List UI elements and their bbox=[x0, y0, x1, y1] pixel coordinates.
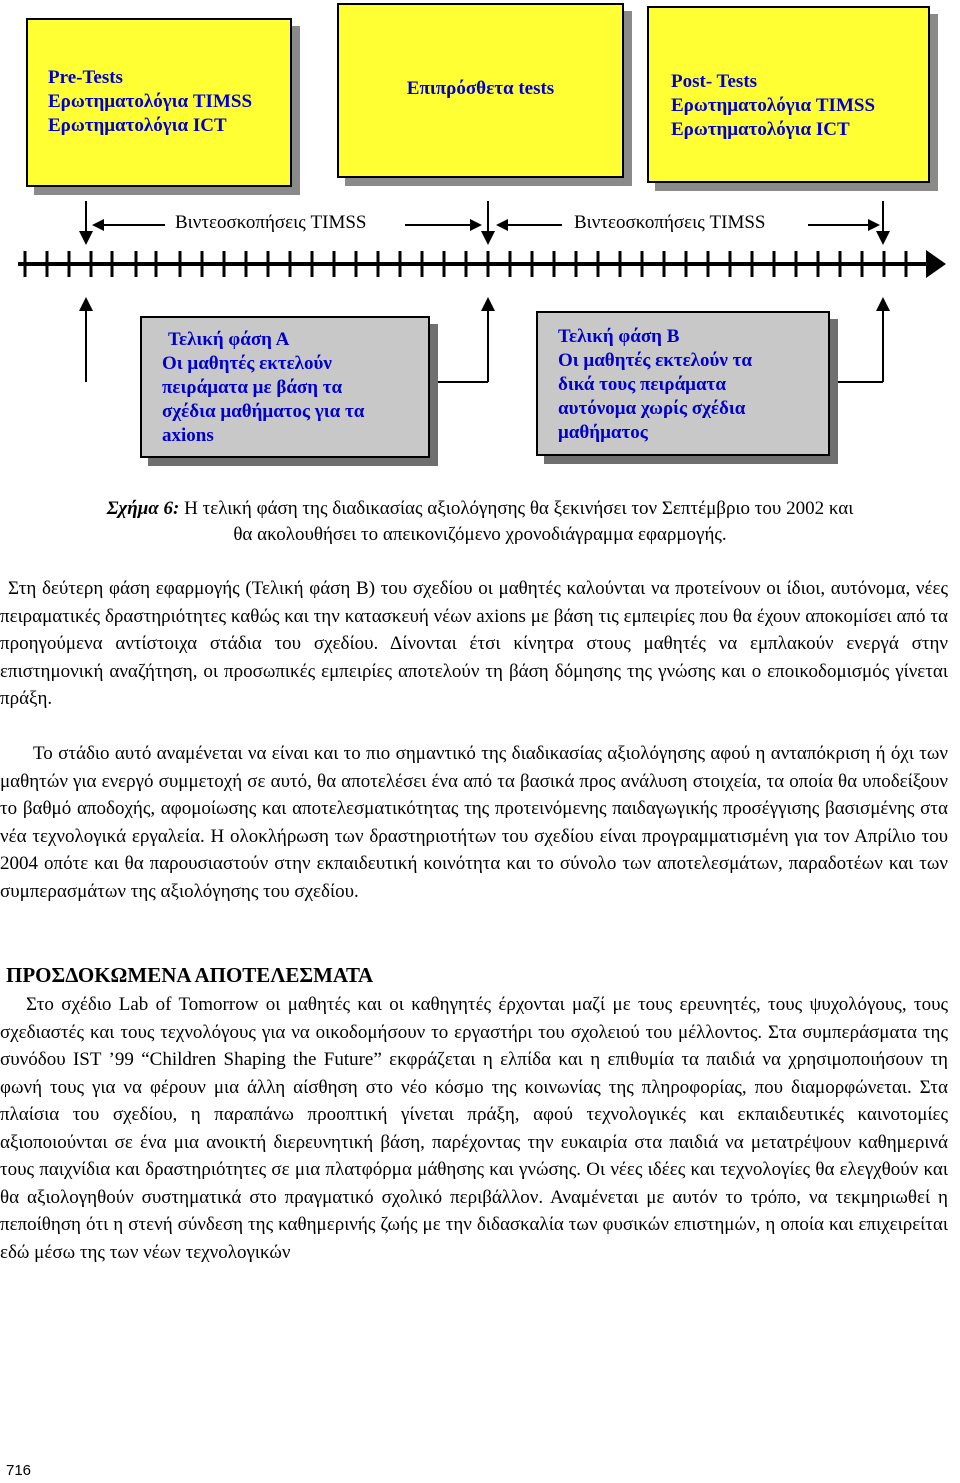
phase-a-box bbox=[140, 316, 430, 458]
phase-b-title: Τελική φάση Β bbox=[558, 326, 680, 347]
timeline-arrowhead bbox=[926, 250, 946, 278]
post-tests-box bbox=[647, 6, 930, 183]
caption-label: Σχήμα 6: bbox=[106, 498, 180, 519]
timeline-svg bbox=[0, 195, 960, 325]
paragraph-3: Στο σχέδιο Lab of Tomorrow οι μαθητές και οι καθηγητές έρχονται μαζί με τους ερευνητές, τους ψυχολόγους, τους σχεδιαστές και τους τεχνολόγους για να οικοδομήσουν το εργαστήρι του σχολειού του μέλλοντος. Στα συμπεράσματα της συνόδου IST ’99 “Children Shaping the Future” εκφράζεται η ελπίδα και η επιθυμία τα παιδιά να χρησιμοποιήσουν τη φωνή τους για να φέρουν μια άλλη αίσθηση στο νέο κόσμο της κοινωνίας της πληροφορίας, που διαμορφώνεται. Στα πλαίσια του σχεδίου, η παραπάνω προοπτική γίνεται πράξη, αφού τεχνολογικές και εκπαιδευτικές καινοτομίες αξιοποιούνται σε ένα μια ανοικτή διερευνητική βάση, παρέχοντας την ευκαιρία στα παιδιά να μετατρέψουν καθημερινά τους παιχνίδια και δραστηριότητες σε μια πλατφόρμα μάθησης και γνώσης. Οι νέες ιδέες και τεχνολογίες θα ελεγχθούν και θα αξιολογηθούν συστηματικά στο πραγματικό σχολικό περιβάλλον. Αναμένεται με αυτόν το τρόπο, να τεκμηριωθεί η πεποίθηση ότι η στενή σύνδεση της καθημερινής ζωής με την διδασκαλία των φυσικών επιστημών, η οποία και επιχειρείται εδώ μέσω της των νέων τεχνολογικών bbox=[0, 994, 948, 1263]
phase-a-title: Τελική φάση Α bbox=[168, 329, 290, 350]
caption-text-1: Η τελική φάση της διαδικασίας αξιολόγησης θα ξεκινήσει τον Σεπτέμβριο του 2002 και bbox=[179, 498, 854, 519]
down-arrow-left bbox=[79, 201, 93, 245]
phase-b-box bbox=[536, 311, 830, 456]
post-tests-ict: Ερωτηματολόγια ICT bbox=[671, 119, 850, 140]
phase-a-line1: Οι μαθητές εκτελούν bbox=[162, 353, 332, 374]
page-number: 716 bbox=[6, 1462, 32, 1479]
phase-a-line4: axions bbox=[162, 425, 214, 446]
phase-a-line2: πειράματα με βάση τα bbox=[162, 377, 343, 398]
caption-line-1 bbox=[0, 496, 960, 522]
extra-tests-label: Επιπρόσθετα tests bbox=[406, 78, 555, 99]
down-arrow-middle bbox=[481, 201, 495, 245]
section-heading: ΠΡΟΣΔΟΚΩΜΕΝΑ ΑΠΟΤΕΛΕΣΜΑΤΑ bbox=[6, 963, 374, 987]
pre-tests-timss: Ερωτηματολόγια TIMSS bbox=[48, 91, 253, 112]
timeline-ticks bbox=[25, 251, 906, 277]
phase-a-line3: σχέδια μαθήματος για τα bbox=[162, 401, 365, 422]
phase-b-line2: δικά τους πειράματα bbox=[558, 374, 726, 395]
figure-caption bbox=[0, 496, 960, 548]
video-label-left: Βιντεοσκοπήσεις TIMSS bbox=[175, 212, 367, 233]
post-tests-title: Post- Tests bbox=[671, 71, 758, 92]
phase-b-line1: Οι μαθητές εκτελούν τα bbox=[558, 350, 752, 371]
span-arrow-left bbox=[92, 219, 482, 231]
paragraph-2: Το στάδιο αυτό αναμένεται να είναι και το πιο σημαντικό της διαδικασίας αξιολόγησης αφού η ανταπόκριση ή όχι των μαθητών για ενεργό συμμετοχή σε αυτό, θα αποτελέσει ένα από τα βασικά προς ανάλυση στοιχεία, τα οποία θα υποδείξουν το βαθμό αποδοχής, αφομοίωσης και αποτελεσματικότητας της προτεινόμενης παιδαγωγικής προσέγγισης βασισμένης στα νέα τεχνολογικά εργαλεία. Η ολοκλήρωση των δραστηριοτήτων του σχεδίου είναι προγραμματισμένη για τον Απρίλιο του 2004 οπότε και θα παρουσιαστούν στην εκπαιδευτική κοινότητα και το σύνολο των αποτελεσμάτων, παραδοτέων και των συμπερασμάτων της αξιολόγησης του σχεδίου. bbox=[0, 743, 948, 902]
down-arrow-right bbox=[876, 201, 890, 245]
phase-b-line3: αυτόνομα χωρίς σχέδια bbox=[558, 398, 746, 419]
video-label-right: Βιντεοσκοπήσεις TIMSS bbox=[574, 212, 766, 233]
extra-tests-box bbox=[337, 3, 624, 178]
phase-b-line4: μαθήματος bbox=[558, 422, 648, 443]
pre-tests-title: Pre-Tests bbox=[48, 67, 123, 88]
caption-text-2: θα ακολουθήσει το απεικονιζόμενο χρονοδιάγραμμα εφαρμογής. bbox=[233, 524, 727, 545]
span-arrow-right bbox=[496, 219, 880, 231]
post-tests-timss: Ερωτηματολόγια TIMSS bbox=[671, 95, 876, 116]
paragraph-1: Στη δεύτερη φάση εφαρμογής (Τελική φάση Β) του σχεδίου οι μαθητές καλούνται να προτείνουν οι ίδιοι, αυτόνομα, νέες πειραματικές δραστηριότητες καθώς και την κατασκευή νέων axions με βάση τις εμπειρίες που θα έχουν αποκομίσει από τα προηγούμενα αντίστοιχα στάδια του σχεδίου. Δίνονται έτσι κίνητρα στους μαθητές να εμπλακούν ενεργά στην επιστημονική αναζήτηση, οι προσωπικές εμπειρίες αποτελούν τη βάση δόμησης της γνώσης και ο εποικοδομισμός γίνεται πράξη. bbox=[0, 578, 948, 709]
pre-tests-ict: Ερωτηματολόγια ICT bbox=[48, 115, 227, 136]
pre-tests-box bbox=[26, 18, 292, 187]
